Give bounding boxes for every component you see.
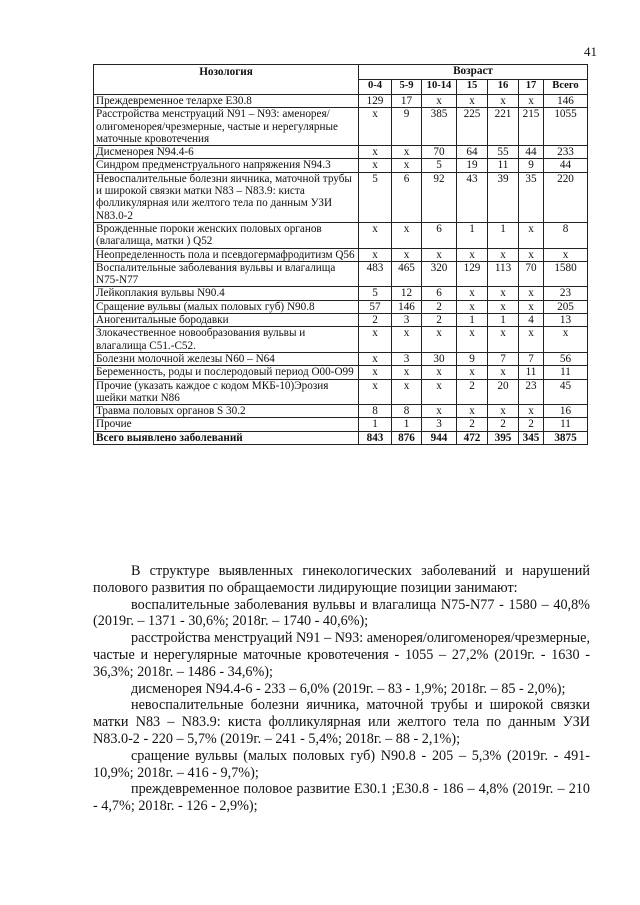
age-group-header: 10-14 bbox=[422, 80, 457, 95]
case-count: 1 bbox=[488, 314, 519, 327]
case-count: x bbox=[488, 327, 519, 353]
nosology-name: Болезни молочной железы N60 – N64 bbox=[94, 352, 359, 365]
nosology-name: Злокачественное новообразования вульвы и влагалища C51.-C52. bbox=[94, 327, 359, 353]
case-count: 3 bbox=[392, 314, 422, 327]
case-count: x bbox=[392, 146, 422, 159]
case-count: 20 bbox=[488, 379, 519, 405]
case-count: 225 bbox=[457, 108, 488, 146]
case-count: 221 bbox=[488, 108, 519, 146]
case-count: 4 bbox=[519, 314, 544, 327]
case-count: 146 bbox=[392, 300, 422, 313]
case-count: 146 bbox=[544, 95, 588, 108]
case-count: 129 bbox=[457, 261, 488, 287]
case-count: 19 bbox=[457, 159, 488, 172]
case-count: x bbox=[488, 248, 519, 261]
case-count: x bbox=[392, 159, 422, 172]
case-count: x bbox=[359, 222, 392, 248]
nosology-name: Прочие bbox=[94, 418, 359, 431]
case-count: 92 bbox=[422, 172, 457, 222]
case-count: x bbox=[544, 327, 588, 353]
case-count: x bbox=[519, 300, 544, 313]
case-count: x bbox=[359, 108, 392, 146]
case-count: x bbox=[488, 287, 519, 300]
age-group-header: 5-9 bbox=[392, 80, 422, 95]
nosology-name: Прочие (указать каждое с кодом МКБ-10)Эрозия шейки матки N86 bbox=[94, 379, 359, 405]
nosology-name: Преждевременное телархе Е30.8 bbox=[94, 95, 359, 108]
case-count: 1055 bbox=[544, 108, 588, 146]
case-count: x bbox=[519, 248, 544, 261]
case-count: x bbox=[422, 405, 457, 418]
case-count: 11 bbox=[544, 366, 588, 379]
case-count: x bbox=[519, 95, 544, 108]
nosology-name: Беременность, роды и послеродовый период О00-О99 bbox=[94, 366, 359, 379]
case-count: 70 bbox=[519, 261, 544, 287]
nosology-name: Лейкоплакия вульвы N90.4 bbox=[94, 287, 359, 300]
list-item: преждевременное половое развитие Е30.1 ;Е30.8 - 186 – 4,8% (2019г. – 210 - 4,7%; 2018г. - 126 - 2,9%); bbox=[93, 781, 590, 815]
case-count: x bbox=[457, 327, 488, 353]
case-count: 2 bbox=[519, 418, 544, 431]
case-count: x bbox=[422, 95, 457, 108]
case-count: 39 bbox=[488, 172, 519, 222]
table-row bbox=[94, 327, 588, 353]
table-row bbox=[94, 418, 588, 431]
case-count: 9 bbox=[392, 108, 422, 146]
header-nosology: Нозология bbox=[94, 65, 359, 95]
list-item: воспалительные заболевания вульвы и влагалища N75-N77 - 1580 – 40,8% (2019г. – 1371 - 30,6%; 2018г. – 1740 - 40,6%); bbox=[93, 596, 590, 630]
case-count: x bbox=[488, 300, 519, 313]
table-row bbox=[94, 248, 588, 261]
nosology-name: Сращение вульвы (малых половых губ) N90.8 bbox=[94, 300, 359, 313]
case-count: 472 bbox=[457, 431, 488, 444]
case-count: x bbox=[457, 366, 488, 379]
case-count: 1 bbox=[392, 418, 422, 431]
case-count: 8 bbox=[359, 405, 392, 418]
case-count: 6 bbox=[422, 222, 457, 248]
case-count: 12 bbox=[392, 287, 422, 300]
list-item: расстройства менструаций N91 – N93: аменорея/олигоменорея/чрезмерные, частые и нерегулярные маточные кровотечения - 1055 – 27,2% (2019г. - 1630 - 36,3%; 2018г. – 1486 - 34,6%); bbox=[93, 630, 590, 680]
case-count: 2 bbox=[457, 379, 488, 405]
table-row bbox=[94, 352, 588, 365]
table-row bbox=[94, 405, 588, 418]
case-count: 11 bbox=[544, 418, 588, 431]
case-count: 6 bbox=[422, 287, 457, 300]
case-count: 2 bbox=[422, 300, 457, 313]
list-item: невоспалительные болезни яичника, маточной трубы и широкой связки матки N83 – N83.9: киста фолликулярная или желтого тела по данным УЗИ N83.0-2 - 220 – 5,7% (2019г. – 241 - 5,4%; 2018г. – 88 - 2,1%); bbox=[93, 697, 590, 747]
case-count: 8 bbox=[392, 405, 422, 418]
case-count: x bbox=[392, 379, 422, 405]
table-row bbox=[94, 159, 588, 172]
case-count: 8 bbox=[544, 222, 588, 248]
case-count: 2 bbox=[422, 314, 457, 327]
case-count: x bbox=[359, 159, 392, 172]
case-count: 11 bbox=[488, 159, 519, 172]
table-row bbox=[94, 300, 588, 313]
table-row bbox=[94, 379, 588, 405]
case-count: 395 bbox=[488, 431, 519, 444]
case-count: x bbox=[488, 405, 519, 418]
case-count: x bbox=[359, 379, 392, 405]
case-count: x bbox=[422, 327, 457, 353]
intro-paragraph: В структуре выявленных гинекологических заболеваний и нарушений полового развития по обращаемости лидирующие позиции занимают: bbox=[93, 563, 590, 596]
case-count: 113 bbox=[488, 261, 519, 287]
table-row bbox=[94, 261, 588, 287]
case-count: 17 bbox=[392, 95, 422, 108]
case-count: 215 bbox=[519, 108, 544, 146]
case-count: 1 bbox=[457, 222, 488, 248]
case-count: x bbox=[457, 300, 488, 313]
nosology-name: Дисменорея N94.4-6 bbox=[94, 146, 359, 159]
header-age: Возраст bbox=[359, 65, 588, 80]
table-row bbox=[94, 287, 588, 300]
case-count: 129 bbox=[359, 95, 392, 108]
nosology-name: Синдром предменструального напряжения N94.3 bbox=[94, 159, 359, 172]
case-count: 2 bbox=[457, 418, 488, 431]
case-count: x bbox=[392, 327, 422, 353]
case-count: 3 bbox=[392, 352, 422, 365]
nosology-name: Травма половых органов S 30.2 bbox=[94, 405, 359, 418]
case-count: 5 bbox=[359, 287, 392, 300]
case-count: x bbox=[359, 352, 392, 365]
case-count: 220 bbox=[544, 172, 588, 222]
nosology-table bbox=[93, 64, 588, 445]
case-count: 1580 bbox=[544, 261, 588, 287]
case-count: x bbox=[457, 248, 488, 261]
list-item: дисменорея N94.4-6 - 233 – 6,0% (2019г. – 83 - 1,9%; 2018г. – 85 - 2,0%); bbox=[131, 680, 566, 697]
case-count: 57 bbox=[359, 300, 392, 313]
case-count: 43 bbox=[457, 172, 488, 222]
case-count: x bbox=[422, 366, 457, 379]
case-count: 1 bbox=[359, 418, 392, 431]
case-count: 44 bbox=[519, 146, 544, 159]
case-count: 3 bbox=[422, 418, 457, 431]
table-row bbox=[94, 95, 588, 108]
case-count: 9 bbox=[519, 159, 544, 172]
case-count: x bbox=[457, 287, 488, 300]
table-total-row bbox=[94, 431, 588, 444]
case-count: x bbox=[392, 222, 422, 248]
case-count: x bbox=[519, 287, 544, 300]
case-count: 5 bbox=[422, 159, 457, 172]
table-row bbox=[94, 108, 588, 146]
nosology-name: Невоспалительные болезни яичника, маточной трубы и широкой связки матки N83 – N83.9: киста фолликулярная или желтого тела по данным УЗИ N83.0-2 bbox=[94, 172, 359, 222]
case-count: 56 bbox=[544, 352, 588, 365]
case-count: 944 bbox=[422, 431, 457, 444]
table-row bbox=[94, 222, 588, 248]
case-count: x bbox=[519, 327, 544, 353]
table-row bbox=[94, 366, 588, 379]
case-count: 233 bbox=[544, 146, 588, 159]
case-count: 16 bbox=[544, 405, 588, 418]
case-count: 345 bbox=[519, 431, 544, 444]
case-count: 1 bbox=[488, 222, 519, 248]
body-text bbox=[93, 563, 590, 815]
case-count: 2 bbox=[488, 418, 519, 431]
nosology-name: Расстройства менструаций N91 – N93: аменорея/олигоменорея/чрезмерные, частые и нерегулярные маточные кровотечения bbox=[94, 108, 359, 146]
case-count: 30 bbox=[422, 352, 457, 365]
case-count: 320 bbox=[422, 261, 457, 287]
case-count: 876 bbox=[392, 431, 422, 444]
case-count: 465 bbox=[392, 261, 422, 287]
case-count: 1 bbox=[457, 314, 488, 327]
case-count: 843 bbox=[359, 431, 392, 444]
case-count: 44 bbox=[544, 159, 588, 172]
case-count: 3875 bbox=[544, 431, 588, 444]
list-item: сращение вульвы (малых половых губ) N90.8 - 205 – 5,3% (2019г. - 491- 10,9%; 2018г. – 416 - 9,7%); bbox=[93, 747, 590, 781]
table-row bbox=[94, 146, 588, 159]
age-group-header: 15 bbox=[457, 80, 488, 95]
case-count: 45 bbox=[544, 379, 588, 405]
nosology-name: Воспалительные заболевания вульвы и влагалища N75-N77 bbox=[94, 261, 359, 287]
case-count: 70 bbox=[422, 146, 457, 159]
case-count: x bbox=[519, 405, 544, 418]
nosology-name: Неопределенность пола и псевдогермафродитизм Q56 bbox=[94, 248, 359, 261]
case-count: x bbox=[422, 379, 457, 405]
case-count: 205 bbox=[544, 300, 588, 313]
nosology-name: Всего выявлено заболеваний bbox=[94, 431, 359, 444]
table-row bbox=[94, 314, 588, 327]
case-count: 5 bbox=[359, 172, 392, 222]
case-count: x bbox=[392, 366, 422, 379]
case-count: 55 bbox=[488, 146, 519, 159]
case-count: x bbox=[457, 95, 488, 108]
case-count: x bbox=[488, 366, 519, 379]
nosology-name: Врожденные пороки женских половых органов (влагалища, матки ) Q52 bbox=[94, 222, 359, 248]
case-count: x bbox=[519, 222, 544, 248]
case-count: x bbox=[359, 327, 392, 353]
case-count: 11 bbox=[519, 366, 544, 379]
age-group-header: 0-4 bbox=[359, 80, 392, 95]
case-count: 483 bbox=[359, 261, 392, 287]
case-count: 7 bbox=[488, 352, 519, 365]
case-count: 35 bbox=[519, 172, 544, 222]
age-group-header: 16 bbox=[488, 80, 519, 95]
nosology-name: Аногенитальные бородавки bbox=[94, 314, 359, 327]
case-count: x bbox=[392, 248, 422, 261]
page-number: 41 bbox=[584, 44, 597, 59]
case-count: 23 bbox=[519, 379, 544, 405]
age-group-header: 17 bbox=[519, 80, 544, 95]
case-count: 2 bbox=[359, 314, 392, 327]
case-count: 7 bbox=[519, 352, 544, 365]
age-group-header: Всего bbox=[544, 80, 588, 95]
table-row bbox=[94, 172, 588, 222]
case-count: x bbox=[457, 405, 488, 418]
case-count: 64 bbox=[457, 146, 488, 159]
case-count: x bbox=[359, 146, 392, 159]
case-count: 6 bbox=[392, 172, 422, 222]
case-count: x bbox=[488, 95, 519, 108]
case-count: 13 bbox=[544, 314, 588, 327]
case-count: x bbox=[359, 366, 392, 379]
case-count: 23 bbox=[544, 287, 588, 300]
case-count: x bbox=[544, 248, 588, 261]
case-count: 9 bbox=[457, 352, 488, 365]
case-count: x bbox=[359, 248, 392, 261]
case-count: x bbox=[422, 248, 457, 261]
case-count: 385 bbox=[422, 108, 457, 146]
